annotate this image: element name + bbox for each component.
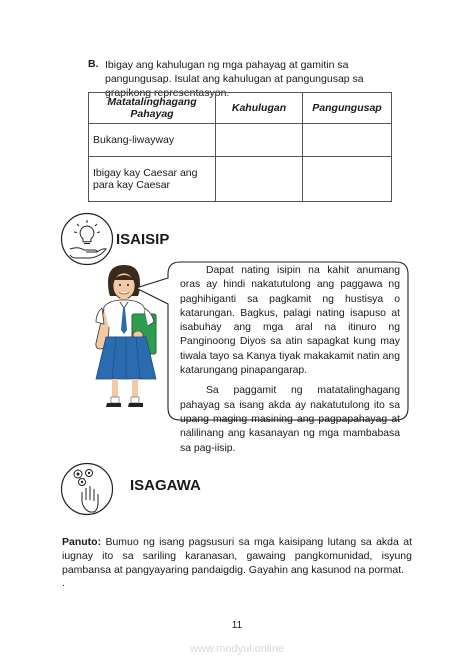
table-header: Pangungusap	[303, 93, 392, 124]
table-cell	[216, 124, 303, 157]
table-cell: Ibigay kay Caesar ang para kay Caesar	[89, 157, 216, 202]
panuto-instruction	[62, 535, 412, 577]
section-b-instruction: Ibigay ang kahulugan ng mga pahayag at gamitin sa pangungusap. Isulat ang kahulugan at pangungusap sa grapikong representasyon.	[105, 59, 364, 99]
gears-hand-icon	[60, 462, 114, 516]
table-cell: Bukang-liwayway	[89, 124, 216, 157]
table-row	[89, 124, 392, 157]
table-cell	[216, 157, 303, 202]
trailing-mark: .	[62, 577, 65, 589]
section-b-label: B.	[88, 58, 99, 70]
isaisip-text	[180, 264, 400, 462]
isaisip-paragraph: Dapat nating isipin na kahit anumang oras ay hindi nakatutulong ang paggawa ng paghihiganti sa pagkamit ng hustisya o katarungan. Bagkus, palagi nating isapuso at isabuhay ang mga aral na itinuro ng Panginoong Diyos sa atin sapagkat kung may tiwala tayo sa Kanya tiyak makakamit natin ang katarungang pinapangarap.	[180, 265, 400, 377]
isagawa-heading: ISAGAWA	[130, 477, 201, 494]
page-number: 11	[231, 620, 243, 631]
table-cell	[303, 124, 392, 157]
table-header: Kahulugan	[216, 93, 303, 124]
table-row	[89, 157, 392, 202]
watermark: www.modyul.online	[189, 643, 285, 655]
table-cell	[303, 157, 392, 202]
idiom-table	[88, 92, 392, 202]
isaisip-heading: ISAISIP	[116, 231, 170, 248]
panuto-label: Panuto:	[62, 536, 102, 548]
lightbulb-hand-icon	[60, 212, 114, 266]
table-header-row	[89, 93, 392, 124]
table-header: Matatalinghagang Pahayag	[89, 93, 216, 124]
isaisip-paragraph: Sa paggamit ng matatalinghagang pahayag sa isang akda ay nakatutulong ito sa upang maging masining ang pagpapahayag at nalilinang ang kasanayan ng mga mambabasa sa pag-iisip.	[180, 385, 400, 454]
panuto-text: Bumuo ng isang pagsusuri sa mga kaisipang lutang sa akda at iugnay ito sa sariling karanasan, gawaing pangkomunidad, isyung pambansa at pangyayaring pandaigdig. Gayahin ang kasunod na pormat.	[62, 536, 412, 576]
